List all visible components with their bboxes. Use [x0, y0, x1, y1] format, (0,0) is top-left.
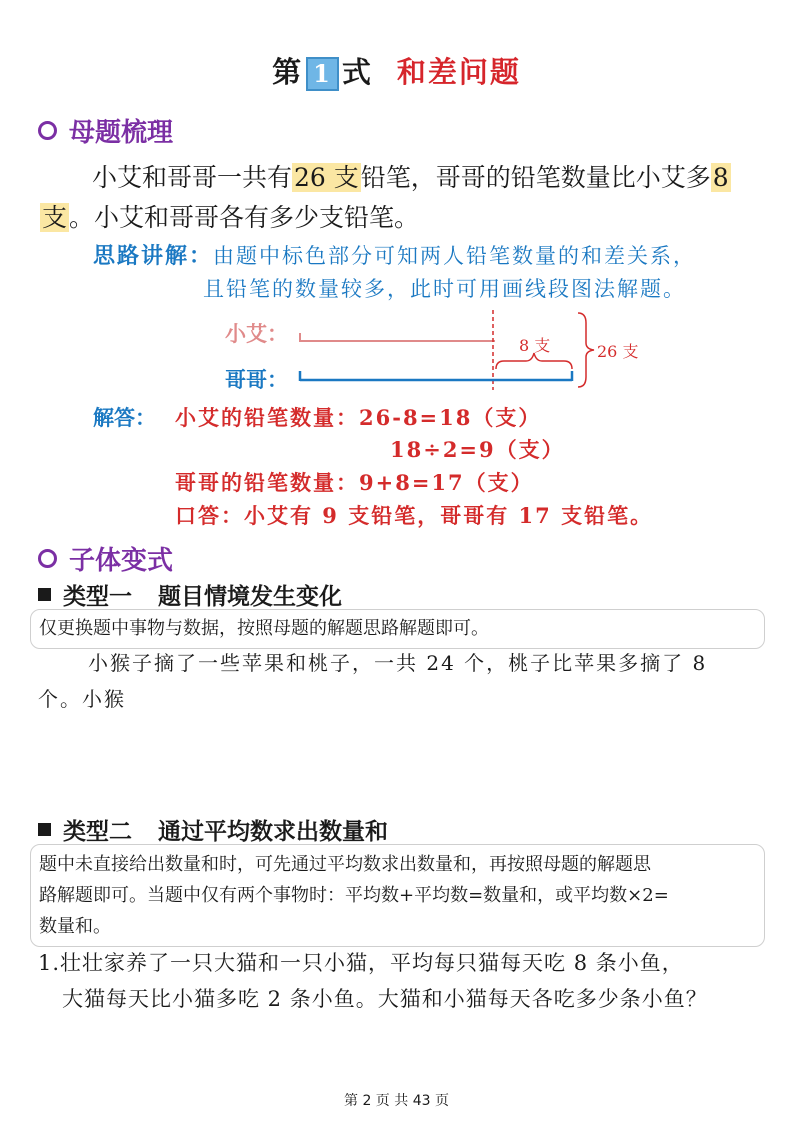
- highlight-total: 26 支: [294, 163, 359, 192]
- hint-line2: 且铅笔的数量较多，此时可用画线段图法解题。: [203, 277, 686, 301]
- answer-label: 解答：: [93, 405, 156, 430]
- answer-line-3: 哥哥的铅笔数量：9+8=17（支）: [175, 470, 534, 495]
- hint-block: [93, 240, 783, 306]
- title-suffix: 式: [341, 55, 373, 89]
- highlight-diff: 8: [712, 163, 729, 192]
- highlight-diff-unit: 支: [42, 203, 68, 232]
- title-number-badge: 1: [306, 57, 339, 91]
- hint-line1: 由题中标色部分可知两人铅笔数量的和差关系，: [213, 244, 697, 268]
- type1-heading: [38, 578, 342, 611]
- type2-note-line2: 路解题即可。当题中仅有两个事物时：平均数+平均数=数量和，或平均数×2=: [39, 885, 669, 906]
- circle-bullet-icon: [38, 549, 57, 568]
- section-heading-text: 子体变式: [69, 546, 174, 576]
- type2-title: 通过平均数求出数量和: [158, 818, 388, 845]
- type2-note-box: [30, 844, 765, 947]
- section-heading-text: 母题梳理: [69, 118, 174, 148]
- diagram-label-xiaoai: 小艾：: [225, 322, 288, 346]
- type2-problem: 1.壮壮家养了一只大猫和一只小猫，平均每只猫每天吃 8 条小鱼， 大猫每天比小猫多吃 2 条小鱼。大猫和小猫每天各吃多少条小鱼？: [38, 951, 708, 1011]
- page-title: [0, 50, 793, 91]
- page-footer: 第 2 页 共 43 页: [344, 1093, 449, 1109]
- title-topic: 和差问题: [396, 55, 521, 89]
- answer-line-4: 口答：小艾有 9 支铅笔，哥哥有 17 支铅笔。: [175, 503, 654, 528]
- type2-label: 类型二: [63, 818, 132, 845]
- type2-heading: [38, 813, 388, 846]
- section-heading-variants: [38, 540, 173, 577]
- type1-note-box: [30, 609, 765, 649]
- type1-label: 类型一: [63, 583, 132, 610]
- type1-problem: 小猴子摘了一些苹果和桃子，一共 24 个，桃子比苹果多摘了 8 个。小猴: [38, 651, 708, 711]
- square-bullet-icon: [38, 588, 51, 601]
- title-prefix: 第: [272, 55, 304, 89]
- circle-bullet-icon: [38, 121, 57, 140]
- answer-line-2: 18÷2=9（支）: [390, 437, 565, 462]
- mother-problem: 小艾和哥哥一共有26 支铅笔，哥哥的铅笔数量比小艾多8 支。小艾和哥哥各有多少支铅笔。: [42, 163, 729, 232]
- diagram-diff-label: 8 支: [519, 336, 551, 355]
- type2-note-line1: 题中未直接给出数量和时，可先通过平均数求出数量和，再按照母题的解题思: [39, 854, 651, 875]
- total-brace: [578, 313, 594, 387]
- diagram-label-gege: 哥哥：: [225, 368, 288, 392]
- hint-label: 思路讲解：: [93, 243, 214, 269]
- square-bullet-icon: [38, 823, 51, 836]
- type1-title: 题目情境发生变化: [158, 583, 342, 610]
- type2-note-line3: 数量和。: [39, 916, 111, 937]
- diagram-total-label: 26 支: [597, 342, 639, 361]
- answer-line-1: 小艾的铅笔数量：26-8=18（支）: [175, 405, 542, 430]
- section-heading-mother: [38, 112, 173, 149]
- type1-note: 仅更换题中事物与数据，按照母题的解题思路解题即可。: [39, 618, 489, 639]
